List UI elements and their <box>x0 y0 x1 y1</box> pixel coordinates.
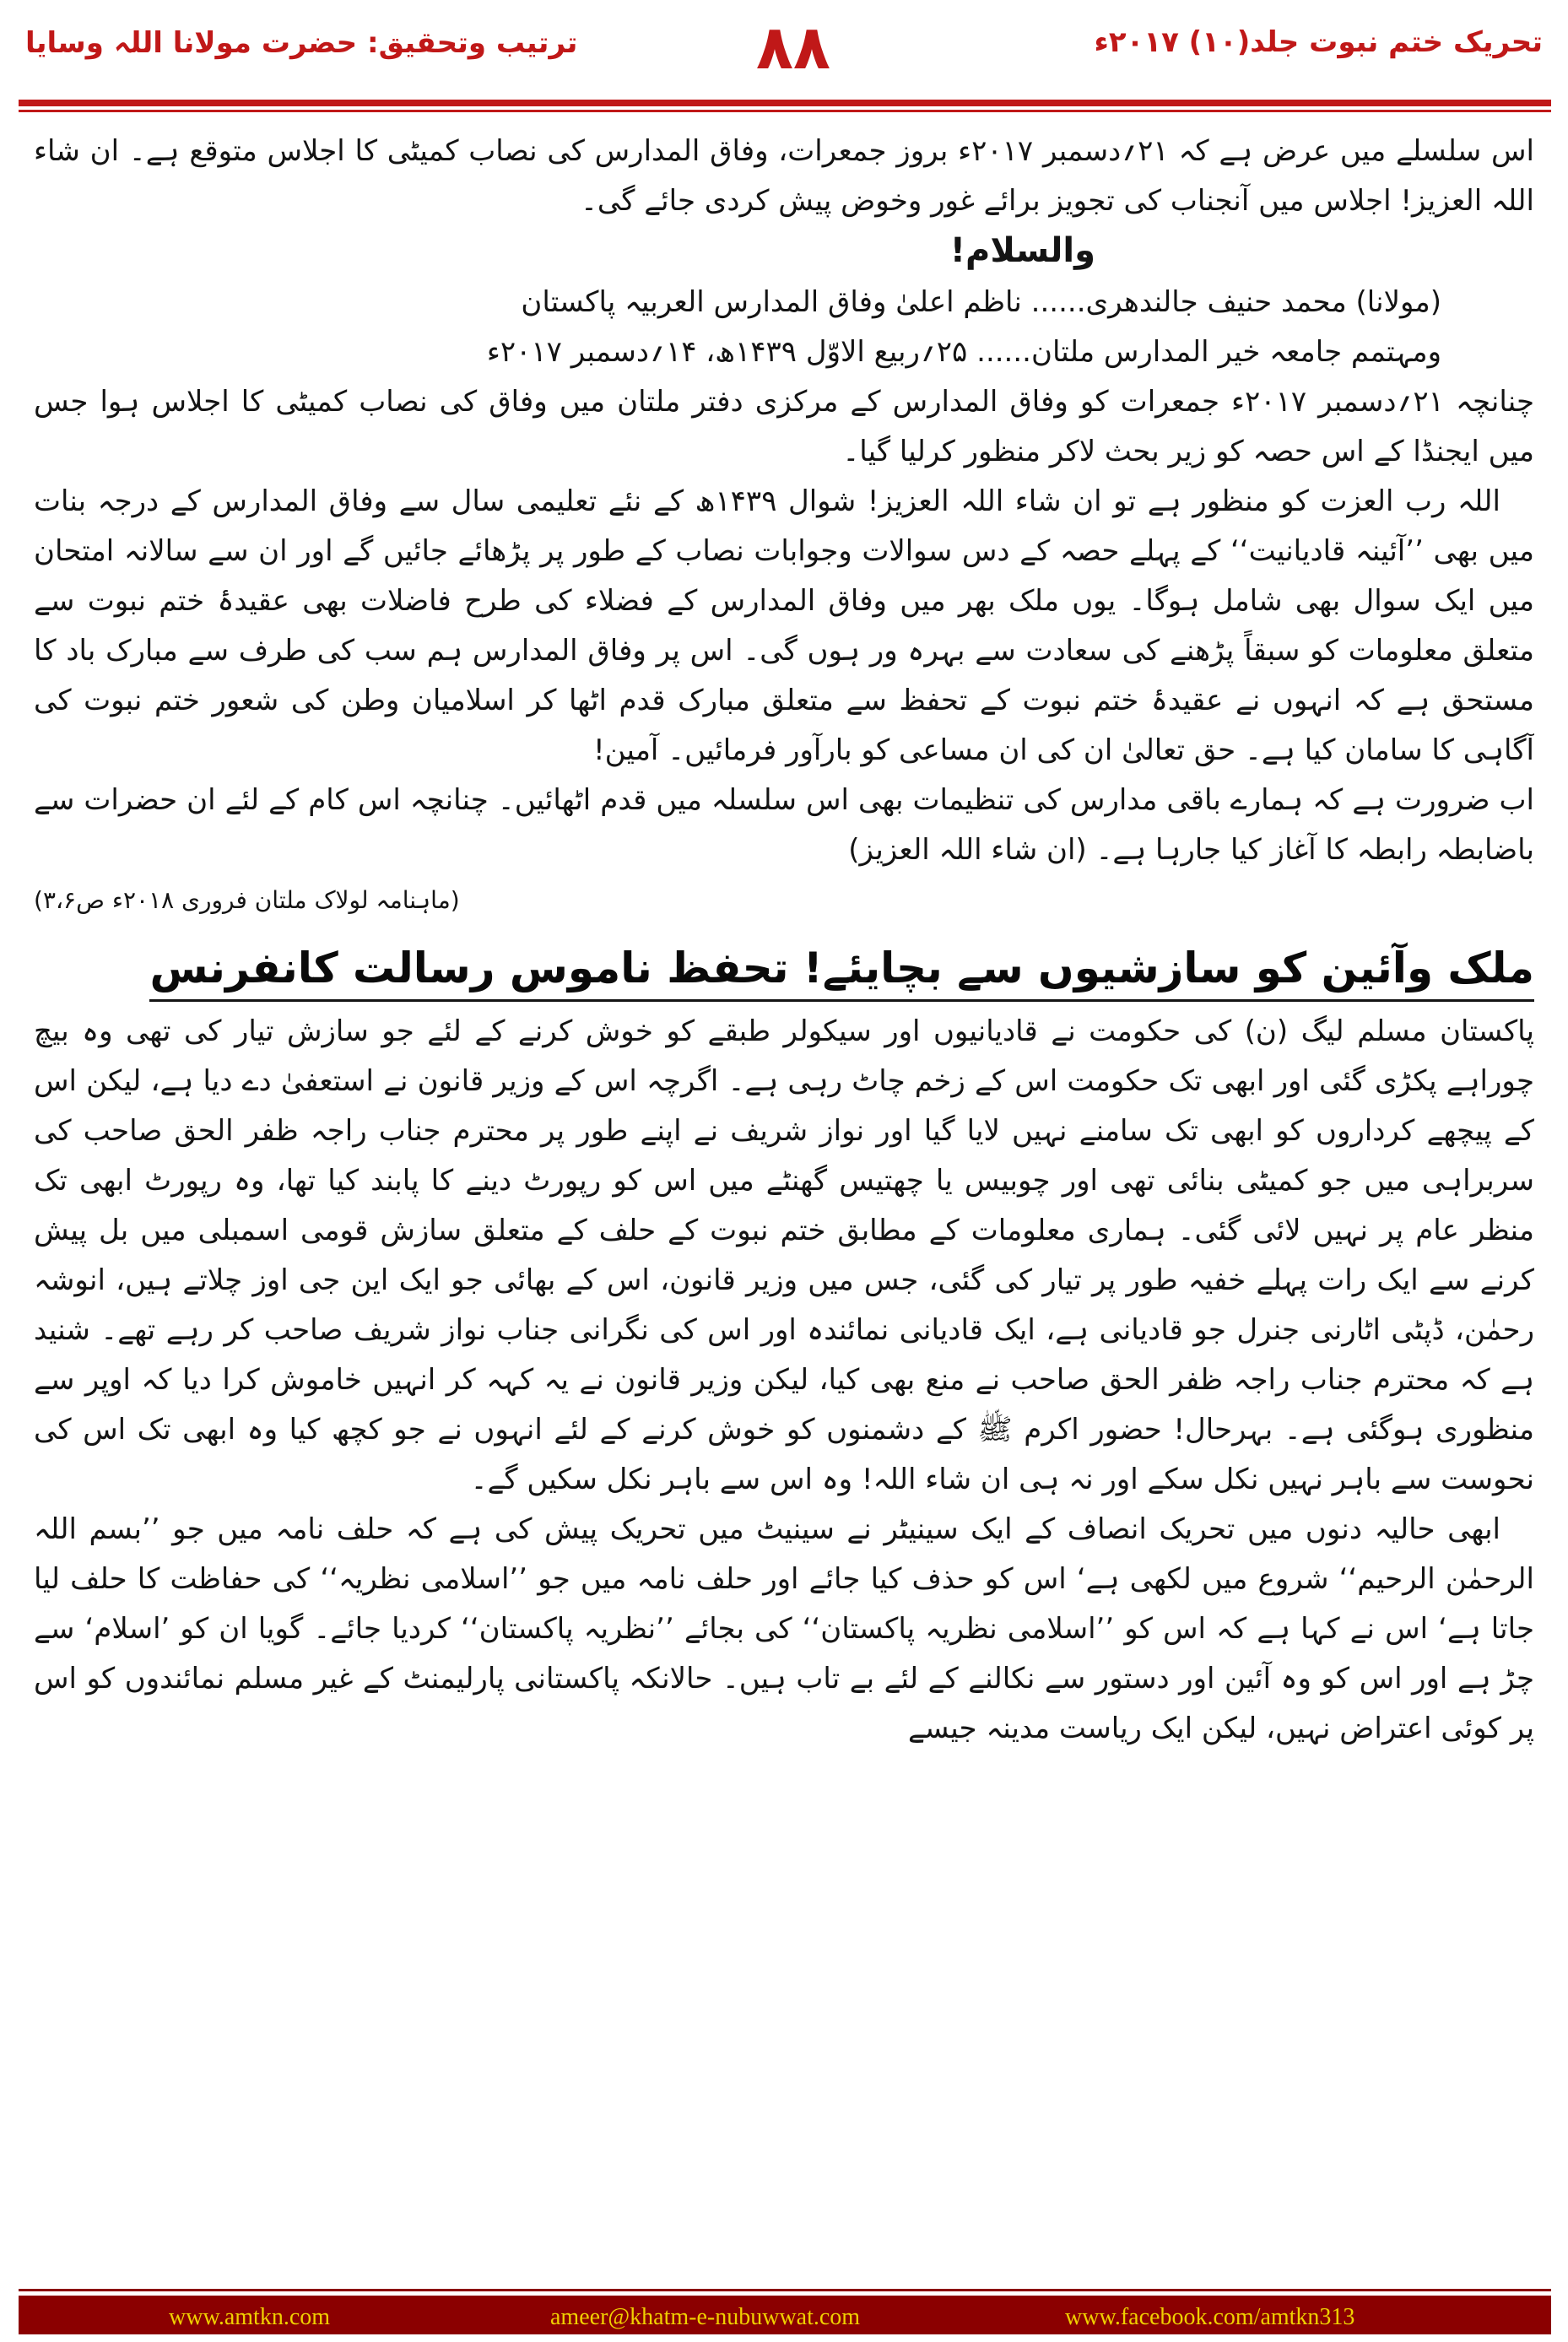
section-heading: ملک وآئین کو سازشیوں سے بچایئے! تحفظ ناموس رسالت کانفرنس <box>149 937 1534 1002</box>
page-content <box>34 127 1534 2237</box>
page-header <box>0 0 1568 127</box>
curriculum-paragraph: اللہ رب العزت کو منظور ہے تو ان شاء اللہ العزیز! شوال ۱۴۳۹ھ کے نئے تعلیمی سال سے وفاق المدارس کے درجہ بنات میں بھی ’’آئینہ قادیانیت‘‘ کے پہلے حصہ کے دس سوالات وجوابات نصاب کے طور پر پڑھائے جائیں گے اور ان سے سالانہ امتحان میں ایک سوال بھی شامل ہوگا۔ یوں ملک بھر میں وفاق المدارس کے فضلاء کی طرح فاضلات بھی عقیدۂ ختم نبوت سے متعلق معلومات کو سبقاً پڑھنے کی سعادت سے بہرہ ور ہوں گی۔ اس پر وفاق المدارس ہم سب کی طرف سے مبارک باد کا مستحق ہے کہ انہوں نے عقیدۂ ختم نبوت کے تحفظ سے متعلق مبارک قدم اٹھا کر اسلامیان وطن کی شعور ختم نبوت کی آگاہی کا سامان کیا ہے۔ حق تعالیٰ ان کی ان مساعی کو بارآور فرمائیں۔ آمین! <box>34 484 1534 767</box>
source-citation: (ماہنامہ لولاک ملتان فروری ۲۰۱۸ء ص۳،۶) <box>34 886 460 914</box>
footer-link-website[interactable]: www.amtkn.com <box>169 2304 331 2330</box>
footer-link-email[interactable]: ameer@khatm-e-nubuwwat.com <box>550 2304 861 2330</box>
page-footer <box>0 2289 1568 2342</box>
header-book-title: تحریک ختم نبوت جلد(۱۰) ۲۰۱۷ء <box>1094 25 1543 59</box>
header-rule-thin <box>19 110 1551 112</box>
footer-link-facebook[interactable]: www.facebook.com/amtkn313 <box>1065 2304 1355 2330</box>
page-number: ۸۸ <box>756 12 830 83</box>
footer-rule <box>19 2289 1551 2291</box>
salam-line <box>34 226 1534 278</box>
signature-line-1: (مولانا) محمد حنیف جالندھری...... ناظم اعلیٰ وفاق المدارس العربیہ پاکستان <box>521 285 1441 319</box>
header-compiler-credit: ترتیب وتحقیق: حضرت مولانا اللہ وسایا <box>25 26 578 60</box>
madaris-paragraph: اب ضرورت ہے کہ ہمارے باقی مدارس کی تنظیمات بھی اس سلسلہ میں قدم اٹھائیں۔ چنانچہ اس کام کے لئے ان حضرات سے باضابطہ رابطہ کا آغاز کیا جارہا ہے۔ (ان شاء اللہ العزیز) <box>34 783 1534 867</box>
signature-line-2: وم‍ہتمم جامعہ خیر المدارس ملتان...... ۲۵؍ربیع الاوّل ۱۴۳۹ھ، ۱۴؍دسمبر ۲۰۱۷ء <box>486 335 1441 369</box>
salam-closing: والسلام! <box>949 231 1095 270</box>
footer-bar <box>19 2296 1551 2334</box>
header-rule-thick <box>19 100 1551 106</box>
meeting-paragraph: چنانچہ ۲۱؍دسمبر ۲۰۱۷ء جمعرات کو وفاق المدارس کے مرکزی دفتر ملتان میں وفاق کی نصاب کمیٹی کا اجلاس ہوا جس میں ایجنڈا کے اس حصہ کو زیر بحث لاکر منظور کرلیا گیا۔ <box>34 385 1534 468</box>
conspiracy-paragraph: پاکستان مسلم لیگ (ن) کی حکومت نے قادیانیوں اور سیکولر طبقے کو خوش کرنے کے لئے جو سازش تیار کی تھی وہ بیچ چوراہے پکڑی گئی اور ابھی تک حکومت اس کے زخم چاٹ رہی ہے۔ اگرچہ اس کے وزیر قانون نے استعفیٰ دے دیا ہے، لیکن اس کے پیچھے کرداروں کو ابھی تک سامنے نہیں لایا گیا اور نواز شریف نے اپنے طور پر محترم جناب راجہ ظفر الحق صاحب کی سربراہی میں جو کمیٹی بنائی تھی اور چوبیس یا چھتیس گھنٹے میں اس کو رپورٹ دینے کا پابند کیا تھا، وہ رپورٹ ابھی تک منظر عام پر نہیں لائی گئی۔ ہماری معلومات کے مطابق ختم نبوت کے حلف کے متعلق سازش قومی اسمبلی میں بل پیش کرنے سے ایک رات پہلے خفیہ طور پر تیار کی گئی، جس میں وزیر قانون، اس کے بھائی جو ایک این جی اوز چلاتے ہیں، انوشہ رحمٰن، ڈپٹی اٹارنی جنرل جو قادیانی ہے، ایک قادیانی نمائندہ اور اس کی نگرانی جناب نواز شریف صاحب کر رہے تھے۔ شنید ہے کہ محترم جناب راجہ ظفر الحق صاحب نے منع بھی کیا، لیکن وزیر قانون نے یہ کہہ کر انہیں خاموش کرا دیا کہ اوپر سے منظوری ہوگئی ہے۔ بہرحال! حضور اکرم ﷺ کے دشمنوں کو خوش کرنے کے لئے انہوں نے جو کچھ کیا وہ ابھی تک اس کی نحوست سے باہر نہیں نکل سکے اور نہ ہی ان شاء اللہ! وہ اس سے باہر نکل سکیں گے۔ <box>34 1014 1534 1496</box>
source-citation-line <box>34 875 1534 925</box>
senate-paragraph: ابھی حالیہ دنوں میں تحریک انصاف کے ایک سینیٹر نے سینیٹ میں تحریک پیش کی ہے کہ حلف نامہ میں جو ’’بسم اللہ الرحمٰن الرحیم‘‘ شروع میں لکھی ہے‘ اس کو حذف کیا جائے اور حلف نامہ میں جو ’’اسلامی نظریہ‘‘ کی حفاظت کا حلف لیا جاتا ہے‘ اس نے کہا ہے کہ اس کو ’’اسلامی نظریہ پاکستان‘‘ کی بجائے ’’نظریہ پاکستان‘‘ کردیا جائے۔ گویا ان کو ’اسلام‘ سے چڑ ہے اور اس کو وہ آئین اور دستور سے نکالنے کے لئے بے تاب ہیں۔ حالانکہ پاکستانی پارلیمنٹ کے غیر مسلم نمائندوں کو اس پر کوئی اعتراض نہیں، لیکن ایک ریاست مدینہ جیسے <box>34 1512 1534 1745</box>
intro-paragraph: اس سلسلے میں عرض ہے کہ ۲۱؍دسمبر ۲۰۱۷ء بروز جمعرات، وفاق المدارس کی نصاب کمیٹی کا اجلاس متوقع ہے۔ ان شاء اللہ العزیز! اجلاس میں آنجناب کی تجویز برائے غور وخوض پیش کردی جائے گی۔ <box>34 134 1534 218</box>
